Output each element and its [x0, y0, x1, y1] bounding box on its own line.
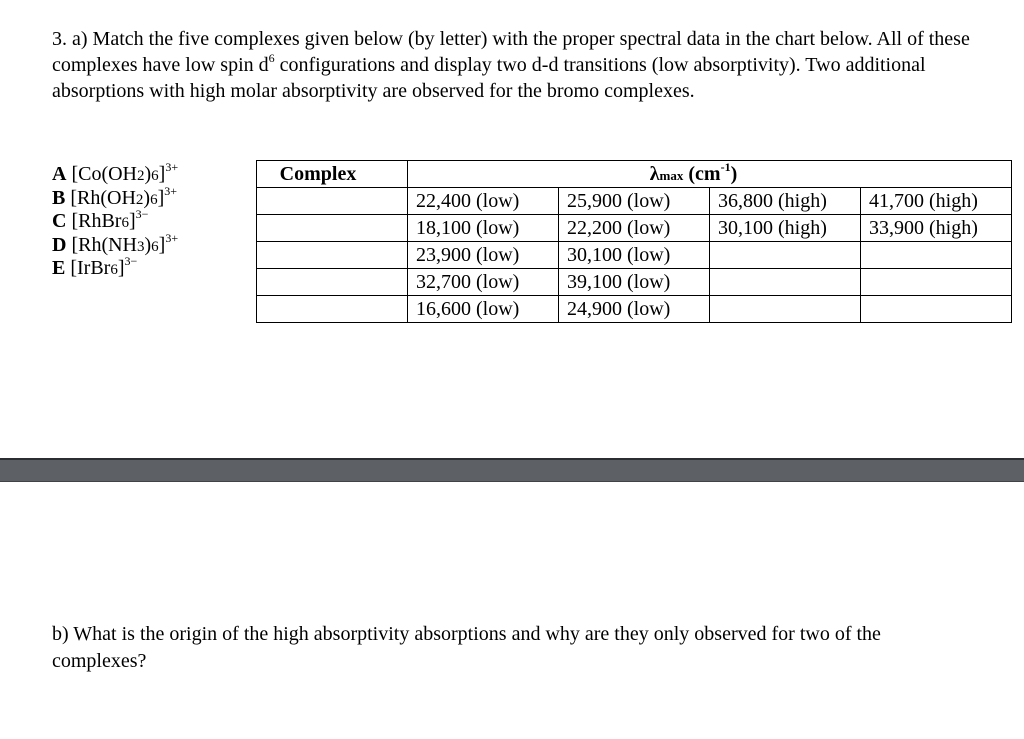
- absorption-value-cell: 18,100 (low): [408, 215, 559, 242]
- complex-answer-cell[interactable]: [257, 296, 408, 323]
- absorption-value-cell: 30,100 (high): [710, 215, 861, 242]
- spectral-data-table: [256, 160, 1012, 323]
- question-b-text: b) What is the origin of the high absorptivity absorptions and why are they only observed for two of the complexes?: [52, 623, 881, 672]
- absorption-value-cell: [861, 296, 1012, 323]
- absorption-value-cell: 22,200 (low): [559, 215, 710, 242]
- absorption-value-cell: 39,100 (low): [559, 269, 710, 296]
- complex-formula-mid: ]: [117, 257, 125, 279]
- table-row: [257, 296, 1012, 323]
- absorption-value-cell: [861, 242, 1012, 269]
- complex-subscript: 6: [110, 262, 118, 278]
- complex-formula-suffix: ]: [157, 186, 165, 209]
- absorption-value-cell: 16,600 (low): [408, 296, 559, 323]
- complex-subscript: 6: [151, 168, 159, 184]
- complex-formula-suffix: ]: [158, 163, 166, 185]
- complex-letter: A: [52, 163, 67, 185]
- complex-subscript: 6: [150, 191, 158, 208]
- question-a-text-part2: configurations and display two d-d transitions (low absorptivity). Two additional absorptions with high molar absorptivity are observed for the bromo complexes.: [52, 54, 926, 102]
- absorption-value-cell: 33,900 (high): [861, 215, 1012, 242]
- complex-item-e: [52, 254, 178, 281]
- complex-formula-prefix: [Rh(NH: [71, 233, 137, 256]
- complex-item-c: [52, 207, 178, 234]
- question-a: [52, 26, 972, 104]
- complex-charge: 3−: [135, 207, 149, 222]
- table-row: [257, 188, 1012, 215]
- complex-subscript: 6: [151, 238, 159, 255]
- complex-column-header: Complex: [257, 161, 408, 188]
- absorption-value-cell: 36,800 (high): [710, 188, 861, 215]
- complex-letter: B: [52, 186, 66, 209]
- complex-charge: 3+: [165, 160, 179, 175]
- absorption-value-cell: [710, 242, 861, 269]
- lambda-max-header: λmax $(cm^{-1})$: [408, 161, 1012, 188]
- complex-answer-cell[interactable]: [257, 242, 408, 269]
- table-row: [257, 242, 1012, 269]
- section-divider-bar: [0, 458, 1024, 482]
- absorption-value-cell: [861, 269, 1012, 296]
- complex-subscript: 6: [121, 215, 129, 231]
- complex-formula-prefix: [Rh(OH: [70, 186, 136, 209]
- complex-formula-mid: ): [143, 186, 151, 209]
- complex-item-b: [52, 183, 178, 211]
- question-a-text-part1: a) Match the five complexes given below (by letter) with the proper spectral data in the chart below. All of these complexes have low spin d: [52, 28, 970, 76]
- table-header-row: [257, 161, 1012, 188]
- question-b: [52, 621, 972, 675]
- complex-subscript: 3: [137, 238, 145, 255]
- complex-letter: C: [52, 210, 67, 232]
- d-superscript: 6: [268, 51, 275, 66]
- complex-formula-prefix: [IrBr: [70, 257, 111, 279]
- complex-item-a: [52, 160, 179, 187]
- complex-charge: 3−: [124, 254, 138, 269]
- absorption-value-cell: 30,100 (low): [559, 242, 710, 269]
- complex-formula-suffix: ]: [158, 233, 166, 256]
- complex-charge: 3+: [165, 230, 179, 245]
- absorption-value-cell: 24,900 (low): [559, 296, 710, 323]
- absorption-value-cell: 23,900 (low): [408, 242, 559, 269]
- absorption-value-cell: 22,400 (low): [408, 188, 559, 215]
- absorption-value-cell: [710, 269, 861, 296]
- complex-formula-prefix: [Co(OH: [71, 163, 137, 185]
- complex-item-d: [52, 230, 179, 258]
- complex-answer-cell[interactable]: [257, 269, 408, 296]
- complex-subscript: 2: [137, 168, 145, 184]
- table-body: [257, 188, 1012, 323]
- absorption-value-cell: 32,700 (low): [408, 269, 559, 296]
- complex-charge: 3+: [164, 183, 178, 198]
- question-number: 3.: [52, 28, 67, 50]
- complex-letter: E: [52, 257, 66, 279]
- complex-formula-mid: ]: [128, 210, 136, 232]
- complex-answer-cell[interactable]: [257, 215, 408, 242]
- complex-formula-prefix: [RhBr: [71, 210, 122, 232]
- absorption-value-cell: [710, 296, 861, 323]
- complex-list: [52, 160, 179, 281]
- complex-letter: D: [52, 233, 67, 256]
- complex-formula-mid: ): [144, 163, 152, 185]
- table-row: [257, 215, 1012, 242]
- complex-answer-cell[interactable]: [257, 188, 408, 215]
- table-row: [257, 269, 1012, 296]
- absorption-value-cell: 41,700 (high): [861, 188, 1012, 215]
- complex-subscript: 2: [135, 191, 144, 208]
- absorption-value-cell: 25,900 (low): [559, 188, 710, 215]
- complex-formula-mid: ): [144, 233, 152, 256]
